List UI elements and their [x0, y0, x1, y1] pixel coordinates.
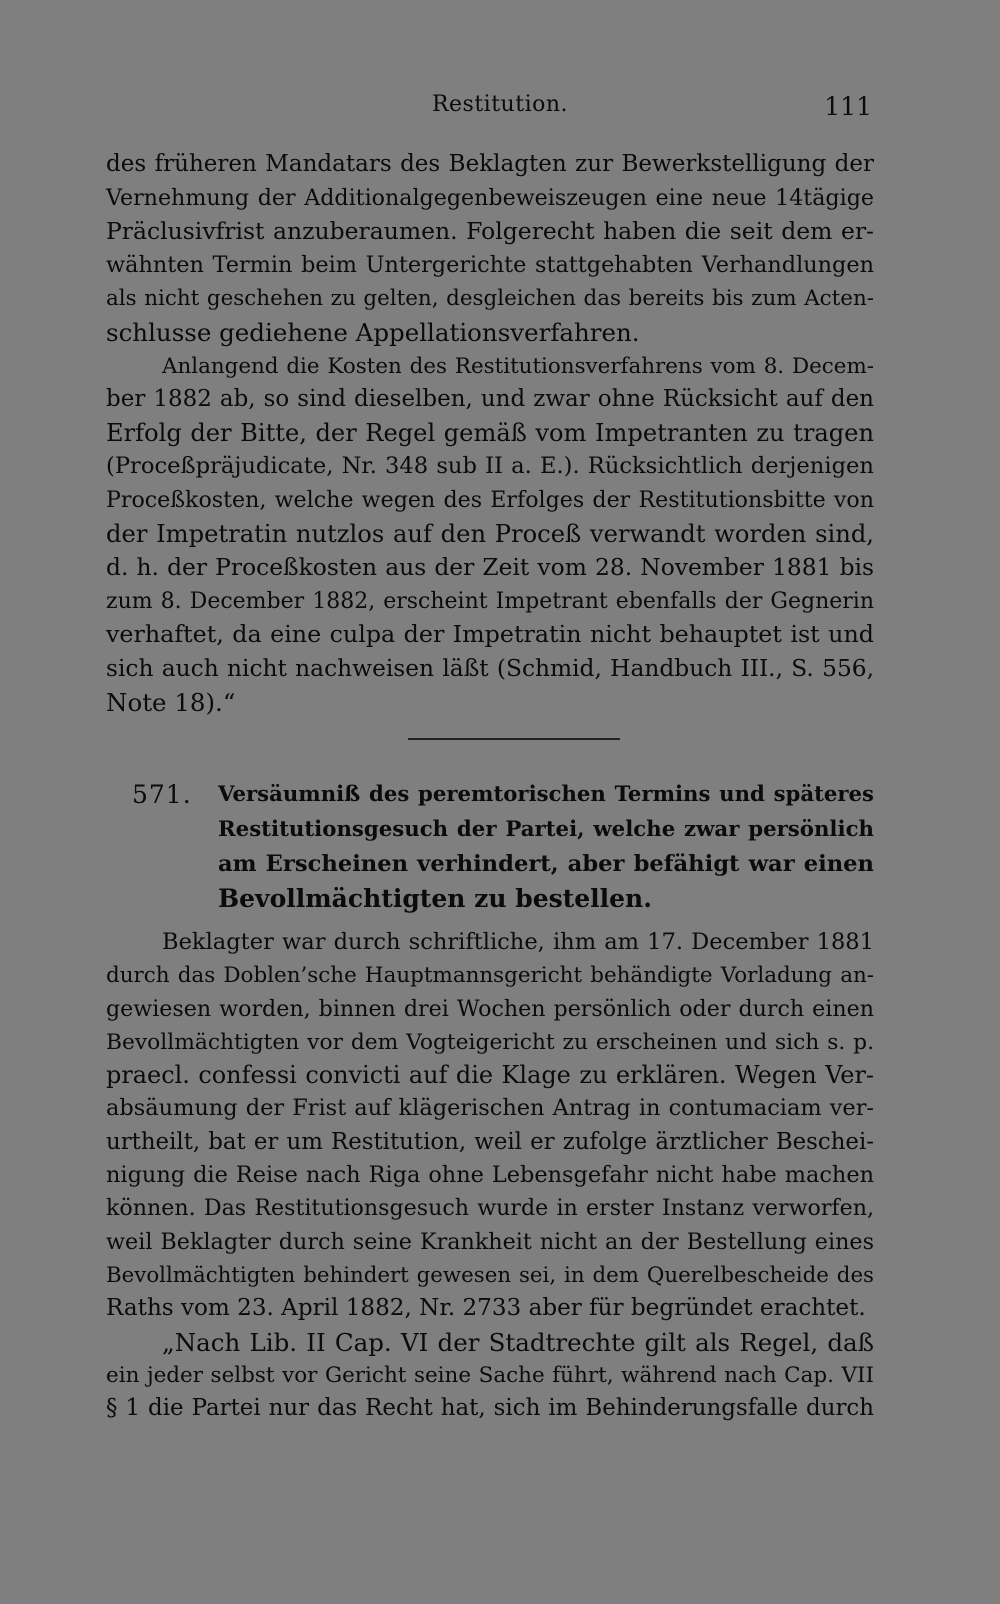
paragraph-costs	[106, 350, 874, 720]
page-number: 111	[824, 92, 872, 121]
body-text-lower	[106, 926, 874, 1425]
text-line: können. Das Restitutionsgesuch wurde in erster Instanz verworfen,	[106, 1195, 874, 1222]
text-line: Bevollmächtigten behindert gewesen sei, in dem Querelbescheide des	[106, 1262, 874, 1288]
text-line: nigung die Reise nach Riga ohne Lebensgefahr nicht habe machen	[106, 1162, 874, 1189]
text-line: Vernehmung der Additionalgegenbeweiszeugen eine neue 14tägige	[106, 184, 874, 211]
paragraph-continuation	[106, 148, 874, 350]
running-header-title: Restitution.	[431, 92, 569, 117]
heading-line: am Erscheinen verhindert, aber befähigt war einen	[218, 851, 874, 877]
text-line: des früheren Mandatars des Beklagten zur Bewerkstelligung der	[106, 151, 874, 177]
section-divider	[408, 738, 620, 740]
heading-line: Bevollmächtigten zu bestellen.	[218, 883, 652, 913]
text-line: Anlangend die Kosten des Restitutionsverfahrens vom 8. Decem-	[162, 353, 874, 379]
text-line: verhaftet, da eine culpa der Impetratin nicht behauptet ist und	[106, 620, 874, 649]
text-line: urtheilt, bat er um Restitution, weil er zufolge ärztlicher Beschei-	[106, 1128, 874, 1155]
text-line: (Proceßpräjudicate, Nr. 348 sub II a. E.). Rücksichtlich derjenigen	[106, 453, 874, 480]
text-line: praecl. confessi convicti auf die Klage zu erklären. Wegen Ver-	[106, 1061, 874, 1090]
text-line: als nicht geschehen zu gelten, desgleichen das bereits bis zum Acten-	[106, 286, 874, 312]
text-line: wähnten Termin beim Untergerichte stattgehabten Verhandlungen	[106, 251, 874, 278]
heading-line: Versäumniß des peremtorischen Termins und späteres	[218, 782, 874, 807]
text-line: durch das Doblen’sche Hauptmannsgericht behändigte Vorladung an-	[106, 963, 874, 989]
text-line: Beklagter war durch schriftliche, ihm am 17. December 1881	[162, 929, 874, 955]
text-line: der Impetratin nutzlos auf den Proceß verwandt worden sind,	[106, 519, 874, 548]
text-line: § 1 die Partei nur das Recht hat, sich im Behinderungsfalle durch	[106, 1395, 874, 1422]
text-line: weil Beklagter durch seine Krankheit nicht an der Bestellung eines	[106, 1228, 874, 1255]
paragraph-quotation	[106, 1326, 874, 1426]
text-line: Note 18).“	[106, 687, 236, 717]
body-text-upper	[106, 148, 874, 719]
text-line: Proceßkosten, welche wegen des Erfolges der Restitutionsbitte von	[106, 486, 874, 513]
section-title	[218, 778, 874, 916]
section-number: 571.	[132, 780, 192, 809]
text-line: ber 1882 ab, so sind dieselben, und zwar ohne Rücksicht auf den	[106, 386, 874, 413]
text-line: absäumung der Frist auf klägerischen Antrag in contumaciam ver-	[106, 1095, 874, 1122]
text-line: Erfolg der Bitte, der Regel gemäß vom Impetranten zu tragen	[106, 418, 874, 447]
text-line: sich auch nicht nachweisen läßt (Schmid, Handbuch III., S. 556,	[106, 654, 874, 682]
text-line: „Nach Lib. II Cap. VI der Stadtrechte gilt als Regel, daß	[162, 1327, 874, 1357]
section-heading	[106, 778, 874, 916]
text-line: Präclusivfrist anzuberaumen. Folgerecht haben die seit dem er-	[106, 217, 874, 246]
text-line: Raths vom 23. April 1882, Nr. 2733 aber für begründet erachtet.	[106, 1295, 866, 1322]
text-line: schlusse gediehene Appellationsverfahren.	[106, 317, 640, 347]
text-line: zum 8. December 1882, erscheint Impetrant ebenfalls der Gegnerin	[106, 588, 874, 614]
paragraph-facts	[106, 926, 874, 1326]
text-line: d. h. der Proceßkosten aus der Zeit vom 28. November 1881 bis	[106, 553, 874, 582]
text-line: gewiesen worden, binnen drei Wochen persönlich oder durch einen	[106, 995, 874, 1022]
text-line: Bevollmächtigten vor dem Vogteigericht zu erscheinen und sich s. p.	[106, 1029, 874, 1055]
heading-line: Restitutionsgesuch der Partei, welche zwar persönlich	[218, 816, 874, 842]
text-line: ein jeder selbst vor Gericht seine Sache führt, während nach Cap. VII	[106, 1362, 874, 1388]
